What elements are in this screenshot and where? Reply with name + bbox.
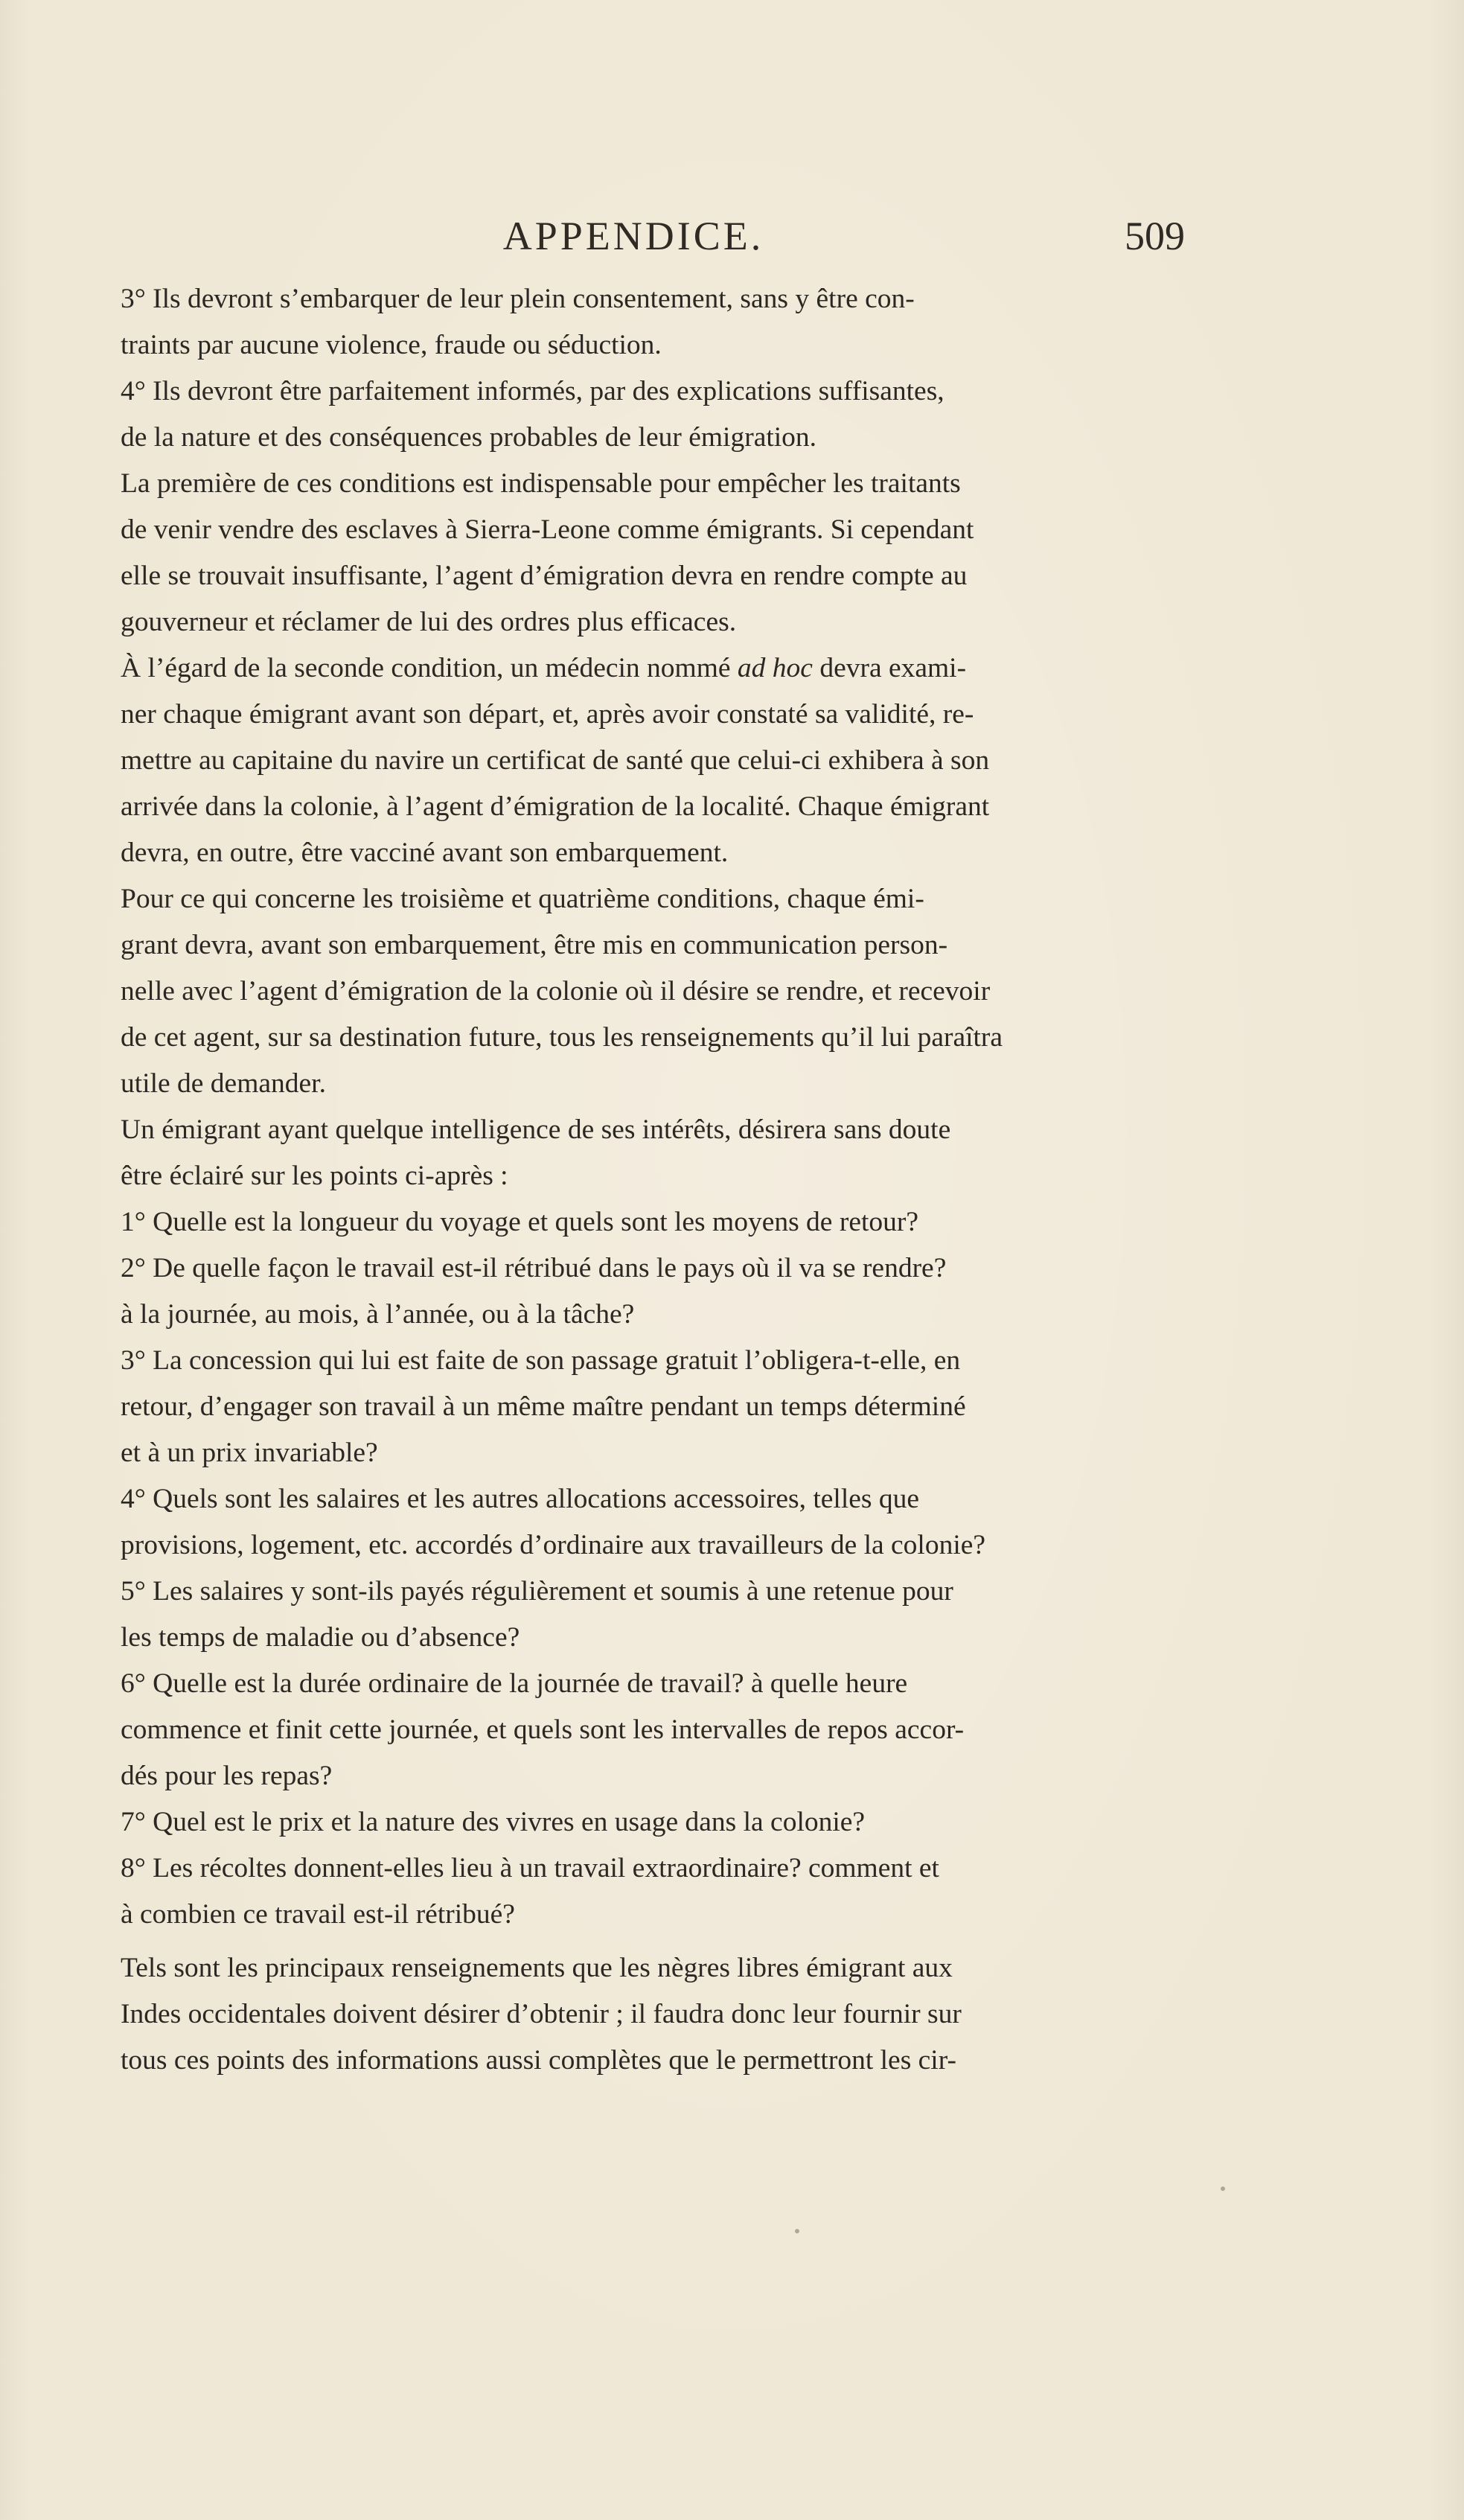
- text-line: Tels sont les principaux renseignements que les nègres libres émigrant aux: [121, 1953, 953, 1983]
- text-line: grant devra, avant son embarquement, être mis en communication person-: [121, 930, 948, 960]
- text-line: 5° Les salaires y sont-ils payés régulièrement et soumis à une retenue pour: [121, 1576, 953, 1607]
- text-line: 4° Quels sont les salaires et les autres allocations accessoires, telles que: [121, 1484, 919, 1514]
- text-line: mettre au capitaine du navire un certificat de santé que celui-ci exhibera à son: [121, 745, 990, 776]
- text-line: tous ces points des informations aussi complètes que le permettront les cir-: [121, 2045, 956, 2076]
- question-7: [82, 1799, 1185, 1846]
- text-line: retour, d’engager son travail à un même maître pendant un temps déterminé: [121, 1391, 966, 1422]
- text-run: À l’égard de la seconde condition, un médecin nommé: [121, 653, 738, 683]
- text-line: de la nature et des conséquences probables de leur émigration.: [121, 422, 817, 453]
- question-4: [82, 1476, 1185, 1569]
- text-line: 3° Ils devront s’embarquer de leur plein consentement, sans y être con-: [121, 284, 915, 314]
- question-1: [82, 1199, 1185, 1245]
- text-line: traints par aucune violence, fraude ou séduction.: [121, 330, 662, 360]
- question-5: [82, 1569, 1185, 1661]
- text-line: les temps de maladie ou d’absence?: [121, 1622, 520, 1653]
- text-line: devra, en outre, être vacciné avant son embarquement.: [121, 838, 729, 868]
- page-header: [82, 210, 1185, 262]
- text-line: être éclairé sur les points ci-après :: [121, 1161, 508, 1191]
- paragraph-second-condition: [82, 645, 1185, 876]
- text-line: provisions, logement, etc. accordés d’ordinaire aux travailleurs de la colonie?: [121, 1530, 986, 1560]
- text-line: commence et finit cette journée, et quels sont les intervalles de repos accor-: [121, 1714, 965, 1745]
- text-line: 7° Quel est le prix et la nature des vivres en usage dans la colonie?: [121, 1807, 866, 1837]
- paragraph-emigrant-interests: [82, 1107, 1185, 1199]
- text-line: Un émigrant ayant quelque intelligence de ses intérêts, désirera sans doute: [121, 1114, 951, 1145]
- text-line: de venir vendre des esclaves à Sierra-Leone comme émigrants. Si cependant: [121, 514, 974, 545]
- text-line: 4° Ils devront être parfaitement informés, par des explications suffisantes,: [121, 376, 944, 406]
- text-line: 1° Quelle est la longueur du voyage et quels sont les moyens de retour?: [121, 1207, 919, 1237]
- question-6: [82, 1661, 1185, 1799]
- text-line: ner chaque émigrant avant son départ, et, après avoir constaté sa validité, re-: [121, 699, 974, 730]
- text-line: Indes occidentales doivent désirer d’obtenir ; il faudra donc leur fournir sur: [121, 1999, 962, 2029]
- text-line: Pour ce qui concerne les troisième et quatrième conditions, chaque émi-: [121, 884, 924, 914]
- paragraph-third-fourth-conditions: [82, 876, 1185, 1107]
- italic-term: ad hoc: [737, 653, 813, 683]
- text-line: [82, 645, 1185, 692]
- text-line: arrivée dans la colonie, à l’agent d’émigration de la localité. Chaque émigrant: [121, 791, 990, 822]
- paper-speck: [795, 2229, 799, 2233]
- paragraph-first-condition: [82, 461, 1185, 645]
- text-line: utile de demander.: [121, 1068, 326, 1099]
- text-line: elle se trouvait insuffisante, l’agent d’émigration devra en rendre compte au: [121, 561, 968, 591]
- text-line: La première de ces conditions est indispensable pour empêcher les traitants: [121, 468, 961, 499]
- text-line: 6° Quelle est la durée ordinaire de la journée de travail? à quelle heure: [121, 1668, 908, 1699]
- paragraph-condition-4: [82, 369, 1185, 461]
- text-line: 3° La concession qui lui est faite de son passage gratuit l’obligera-t-elle, en: [121, 1345, 961, 1376]
- page-number: 509: [1125, 214, 1185, 258]
- question-2: [82, 1245, 1185, 1338]
- paragraph-condition-3: [82, 276, 1185, 369]
- text-line: 8° Les récoltes donnent-elles lieu à un travail extraordinaire? comment et: [121, 1853, 939, 1883]
- text-line: 2° De quelle façon le travail est-il rétribué dans le pays où il va se rendre?: [121, 1253, 947, 1283]
- running-head: APPENDICE.: [502, 214, 764, 258]
- text-line: de cet agent, sur sa destination future, tous les renseignements qu’il lui paraîtra: [121, 1022, 1003, 1053]
- paper-speck: [1221, 2186, 1225, 2191]
- text-line: nelle avec l’agent d’émigration de la colonie où il désire se rendre, et recevoir: [121, 976, 991, 1007]
- text-run: devra exami-: [812, 653, 967, 683]
- paragraph-principal-information: [82, 1945, 1185, 2084]
- text-line: à la journée, au mois, à l’année, ou à la tâche?: [121, 1299, 635, 1330]
- text-line: et à un prix invariable?: [121, 1438, 378, 1468]
- question-3: [82, 1338, 1185, 1476]
- text-line: gouverneur et réclamer de lui des ordres plus efficaces.: [121, 607, 737, 637]
- text-line: à combien ce travail est-il rétribué?: [121, 1899, 515, 1930]
- page-body: [82, 276, 1185, 2084]
- question-8: [82, 1846, 1185, 1938]
- text-line: dés pour les repas?: [121, 1761, 333, 1791]
